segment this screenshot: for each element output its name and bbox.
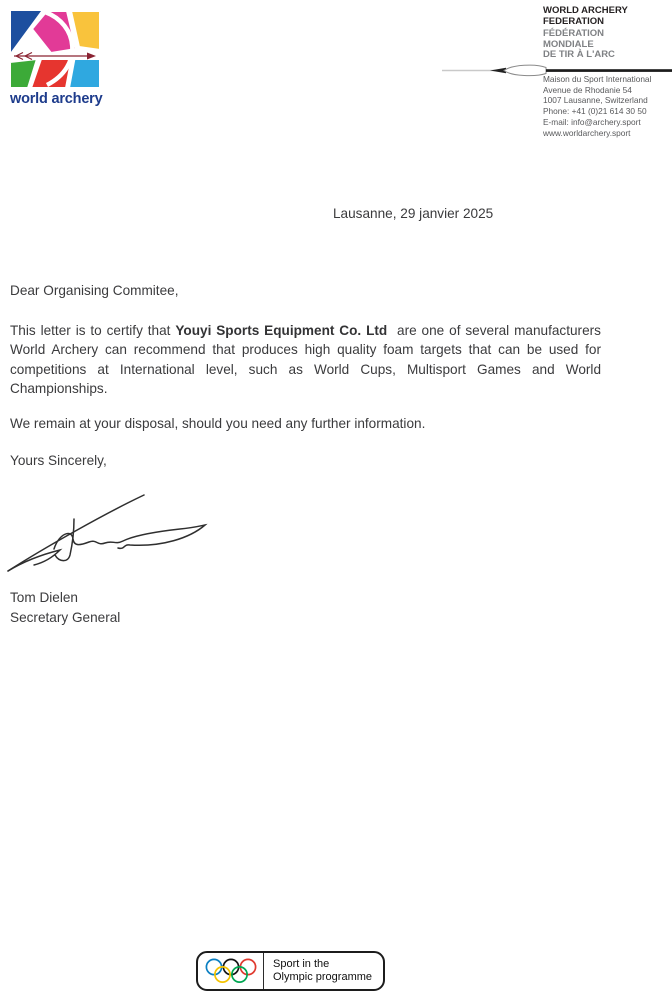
olympic-badge xyxy=(196,951,385,991)
badge-text-line: Sport in the xyxy=(273,957,330,970)
org-name-fr-line: FÉDÉRATION xyxy=(543,28,605,40)
address-line: Maison du Sport International xyxy=(543,74,652,84)
badge-text xyxy=(273,958,372,984)
body-paragraph xyxy=(10,321,601,398)
company-name: Youyi Sports Equipment Co. Ltd xyxy=(175,323,388,338)
body-text: This letter is to certify that xyxy=(10,323,176,338)
org-name-fr-line: MONDIALE xyxy=(543,38,594,50)
valediction: Yours Sincerely, xyxy=(10,453,107,468)
signer-name: Tom Dielen xyxy=(10,590,78,605)
address-line: 1007 Lausanne, Switzerland xyxy=(543,95,648,106)
badge-text-line: Olympic programme xyxy=(273,971,373,983)
olympic-rings-icon xyxy=(205,958,259,984)
dateline: Lausanne, 29 janvier 2025 xyxy=(333,206,494,221)
address-line: Avenue de Rhodanie 54 xyxy=(543,84,632,95)
bow-arrow-logo-icon xyxy=(10,10,100,88)
signer-title: Secretary General xyxy=(10,609,121,625)
signer-block xyxy=(10,588,120,627)
org-name-en-line: FEDERATION xyxy=(543,15,605,27)
body-text: are one of several manufacturers World Archery can recommend that produces high quality foam targets that can be used for competitions at International level, such as World Cups, Multisport Games and World Championships. xyxy=(10,323,601,396)
address-line: www.worldarchery.sport xyxy=(543,127,631,138)
brand-wordmark: world archery xyxy=(10,91,103,107)
org-name-block xyxy=(543,6,628,61)
salutation: Dear Organising Commitee, xyxy=(10,283,179,298)
badge-divider xyxy=(263,953,264,989)
address-line: E-mail: info@archery.sport xyxy=(543,116,641,127)
closing-line: We remain at your disposal, should you need any further information. xyxy=(10,416,426,431)
address-block xyxy=(543,74,651,138)
org-name-en-line: WORLD ARCHERY xyxy=(543,5,628,16)
signature xyxy=(4,486,209,576)
address-line: Phone: +41 (0)21 614 30 50 xyxy=(543,106,647,117)
org-name-fr-line: DE TIR À L'ARC xyxy=(543,49,615,61)
